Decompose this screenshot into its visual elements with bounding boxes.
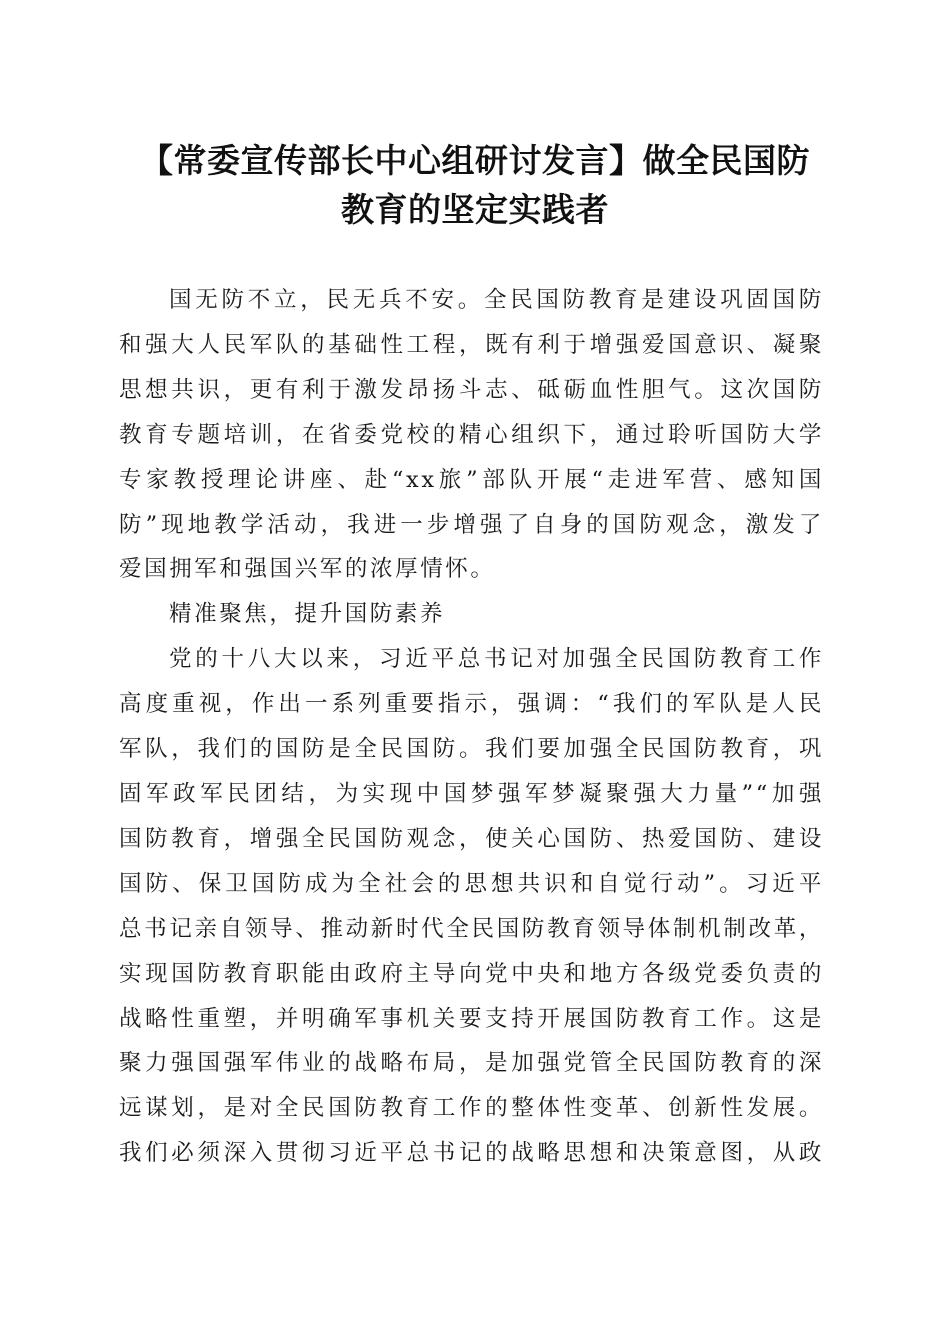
section-heading	[119, 592, 824, 637]
text-line: 党的十八大以来，习近平总书记对加强全民国防教育工作	[169, 646, 824, 673]
paragraph-body	[119, 637, 824, 1176]
text-line: 战略性重塑，并明确军事机关要支持开展国防教育工作。这是	[119, 1005, 824, 1032]
title-line: 教育的坚定实践者	[341, 190, 609, 229]
text-line: 思想共识，更有利于激发昂扬斗志、砥砺血性胆气。这次国防	[119, 376, 824, 403]
text-line: 和强大人民军队的基础性工程，既有利于增强爱国意识、凝聚	[119, 331, 824, 358]
text-line: 我们必须深入贯彻习近平总书记的战略思想和决策意图，从政	[119, 1140, 824, 1167]
text-line: 国无防不立，民无兵不安。全民国防教育是建设巩固国防	[169, 287, 824, 313]
paragraph-intro	[119, 278, 824, 592]
text-line: 总书记亲自领导、推动新时代全民国防教育领导体制机制改革，	[119, 915, 824, 942]
text-line: 远谋划，是对全民国防教育工作的整体性变革、创新性发展。	[119, 1095, 824, 1122]
text-line: 专家教授理论讲座、赴“xx旅”部队开展“走进军营、感知国	[119, 466, 824, 493]
text-line: 教育专题培训，在省委党校的精心组织下，通过聆听国防大学	[119, 421, 824, 448]
text-line: 军队，我们的国防是全民国防。我们要加强全民国防教育，巩	[119, 736, 824, 763]
heading-line: 精准聚焦，提升国防素养	[169, 601, 446, 628]
text-line: 固军政军民团结，为实现中国梦强军梦凝聚强大力量”“加强	[119, 780, 824, 807]
text-line: 爱国拥军和强国兴军的浓厚情怀。	[119, 556, 496, 583]
text-line: 高度重视，作出一系列重要指示，强调：“我们的军队是人民	[119, 691, 824, 718]
document-body	[119, 278, 824, 1176]
text-line: 防”现地教学活动，我进一步增强了自身的国防观念，激发了	[119, 511, 824, 538]
text-line: 国防、保卫国防成为全社会的思想共识和自觉行动”。习近平	[119, 870, 824, 897]
document-title	[100, 136, 850, 234]
text-line: 聚力强国强军伟业的战略布局，是加强党管全民国防教育的深	[119, 1050, 824, 1077]
text-line: 国防教育，增强全民国防观念，使关心国防、热爱国防、建设	[119, 825, 824, 852]
text-line: 实现国防教育职能由政府主导向党中央和地方各级党委负责的	[119, 960, 824, 987]
title-line: 【常委宣传部长中心组研讨发言】做全民国防	[140, 141, 810, 180]
